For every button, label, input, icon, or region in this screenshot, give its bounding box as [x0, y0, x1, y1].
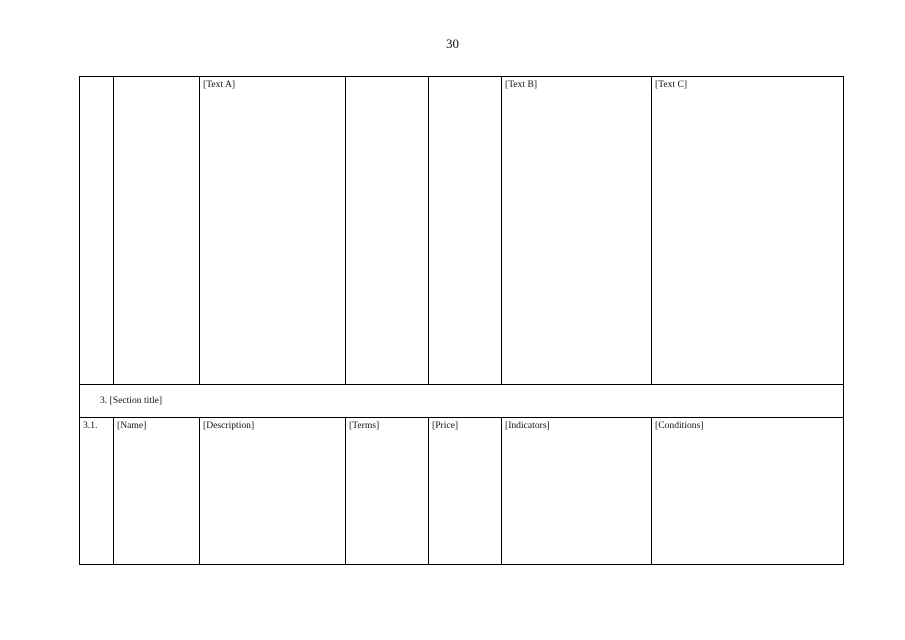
cell-conditions: [Text C]	[652, 77, 844, 385]
cell-conditions: [Conditions]	[652, 418, 844, 565]
page-number: 30	[446, 36, 459, 51]
cell-service-terms: [Terms]	[346, 418, 429, 565]
cell-service-name: [Name]	[114, 418, 200, 565]
services-table	[79, 76, 844, 565]
cell-service-description: [Description]	[200, 418, 346, 565]
cell-service-price: [Price]	[429, 418, 502, 565]
section-title: 3. [Section title]	[80, 385, 844, 418]
cell-quality-indicators: [Indicators]	[502, 418, 652, 565]
cell-service-name	[114, 77, 200, 385]
table-row-continuation	[80, 77, 844, 385]
cell-quality-indicators: [Text B]	[502, 77, 652, 385]
table-row-section	[80, 385, 844, 418]
cell-number	[80, 77, 114, 385]
cell-service-price	[429, 77, 502, 385]
cell-service-terms	[346, 77, 429, 385]
cell-number: 3.1.	[80, 418, 114, 565]
table-row-service	[80, 418, 844, 565]
cell-service-description: [Text A]	[200, 77, 346, 385]
